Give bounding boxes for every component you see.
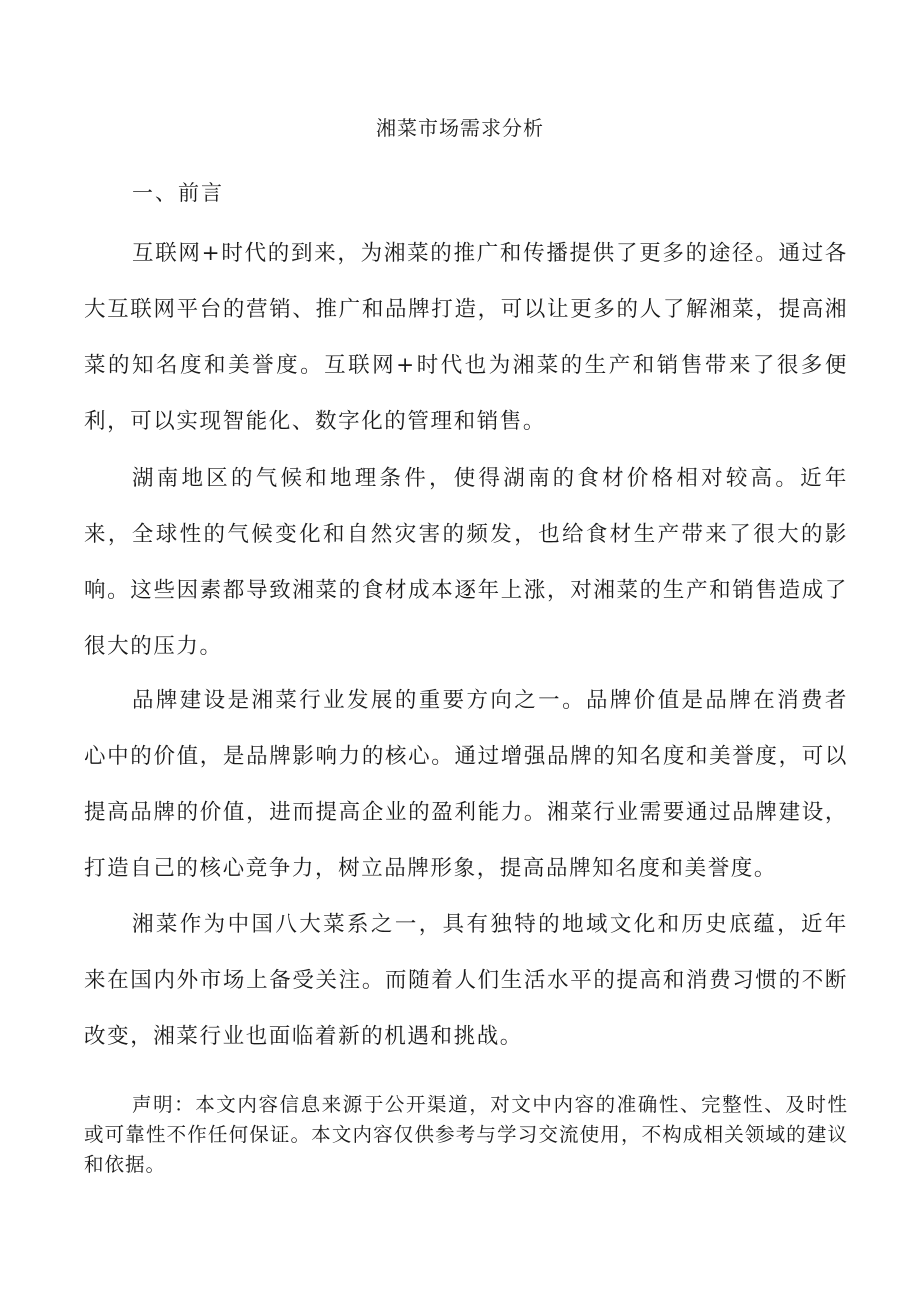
document-title: 湘菜市场需求分析 [376,116,544,140]
paragraph-2: 湖南地区的气候和地理条件，使得湖南的食材价格相对较高。近年来，全球性的气候变化和自然灾害的频发，也给食材生产带来了很大的影响。这些因素都导致湘菜的食材成本逐年上涨，对湘菜的生产和销售造成了很大的压力。 [84,466,848,659]
paragraph-1: 互联网+时代的到来，为湘菜的推广和传播提供了更多的途径。通过各大互联网平台的营销、推广和品牌打造，可以让更多的人了解湘菜，提高湘菜的知名度和美誉度。互联网+时代也为湘菜的生产和销售带来了很多便利，可以实现智能化、数字化的管理和销售。 [84,241,848,434]
disclaimer-statement: 声明：本文内容信息来源于公开渠道，对文中内容的准确性、完整性、及时性或可靠性不作任何保证。本文内容仅供参考与学习交流使用，不构成相关领域的建议和依据。 [84,1093,848,1176]
section-heading: 一、前言 [132,181,224,205]
paragraph-4: 湘菜作为中国八大菜系之一，具有独特的地域文化和历史底蕴，近年来在国内外市场上备受关注。而随着人们生活水平的提高和消费习惯的不断改变，湘菜行业也面临着新的机遇和挑战。 [84,912,848,1049]
paragraph-3: 品牌建设是湘菜行业发展的重要方向之一。品牌价值是品牌在消费者心中的价值，是品牌影响力的核心。通过增强品牌的知名度和美誉度，可以提高品牌的价值，进而提高企业的盈利能力。湘菜行业需要通过品牌建设，打造自己的核心竞争力，树立品牌形象，提高品牌知名度和美誉度。 [84,688,848,881]
